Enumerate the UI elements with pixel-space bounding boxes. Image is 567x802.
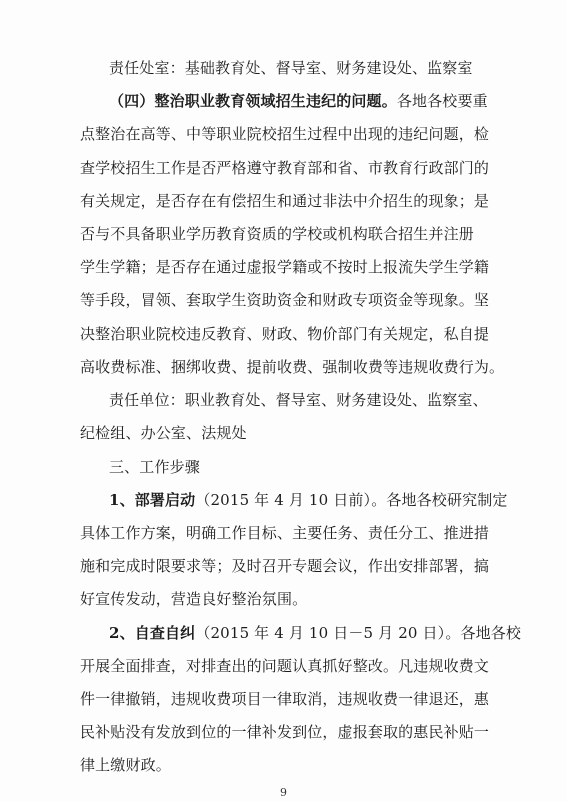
section-4-line-3: 查学校招生工作是否严格遵守教育部和省、市教育行政部门的 xyxy=(80,158,490,177)
responsibility-line-1: 责任处室：基础教育处、督导室、财务建设处、监察室 xyxy=(109,59,473,77)
responsibility-line-2: 责任单位：职业教育处、督导室、财务建设处、监察室、 xyxy=(109,391,488,410)
step-1-text-start: 各地各校研究制定 xyxy=(386,490,508,509)
step-1-date: （2015 年 4 月 10 日前）。 xyxy=(195,490,387,509)
section-4-line-4: 有关规定，是否存在有偿招生和通过非法中介招生的现象；是 xyxy=(80,191,490,210)
responsibility-line-3: 纪检组、办公室、法规处 xyxy=(80,424,247,443)
step-2-label: 2、自查自纠 xyxy=(109,623,196,642)
step-2-line-4: 民补贴没有发放到位的一律补发到位，虚报套取的惠民补贴一 xyxy=(80,723,490,742)
step-1-line-4: 好宣传发动，营造良好整治氛围。 xyxy=(80,590,308,609)
section-4-line-8: 决整治职业院校违反教育、财政、物价部门有关规定，私自提 xyxy=(80,324,490,343)
step-1-line-3: 施和完成时限要求等；及时召开专题会议，作出安排部署，搞 xyxy=(80,557,490,576)
section-4-line-2: 点整治在高等、中等职业院校招生过程中出现的违纪问题，检 xyxy=(80,125,490,144)
section-4-first-line xyxy=(109,91,488,111)
section-4-line-9: 高收费标准、捆绑收费、提前收费、强制收费等违规收费行为。 xyxy=(80,357,505,376)
step-2-date: （2015 年 4 月 10 日－5 月 20 日）。 xyxy=(195,623,461,642)
step-2-line-2: 开展全面排查，对排查出的问题认真抓好整改。凡违规收费文 xyxy=(80,656,490,675)
step-2-first-line xyxy=(109,623,521,643)
page-number: 9 xyxy=(280,786,287,799)
step-2-text-start: 各地各校 xyxy=(460,623,522,642)
section-4-text-start: 各地各校要重 xyxy=(396,92,488,111)
section-3-title: 三、工作步骤 xyxy=(109,457,200,476)
section-4-heading: （四）整治职业教育领域招生违纪的问题。 xyxy=(109,92,397,111)
section-4-line-5: 否与不具备职业学历教育资质的学校或机构联合招生并注册 xyxy=(80,225,474,244)
step-1-label: 1、部署启动 xyxy=(109,490,196,509)
step-2-line-5: 律上缴财政。 xyxy=(80,756,171,775)
section-4-line-6: 学生学籍；是否存在通过虚报学籍或不按时上报流失学生学籍 xyxy=(80,258,490,277)
step-2-line-3: 件一律撤销，违规收费项目一律取消，违规收费一律退还，惠 xyxy=(80,690,490,709)
step-1-first-line xyxy=(109,490,508,510)
section-4-line-7: 等手段，冒领、套取学生资助资金和财政专项资金等现象。坚 xyxy=(80,291,490,310)
step-1-line-2: 具体工作方案，明确工作目标、主要任务、责任分工、推进措 xyxy=(80,523,490,542)
